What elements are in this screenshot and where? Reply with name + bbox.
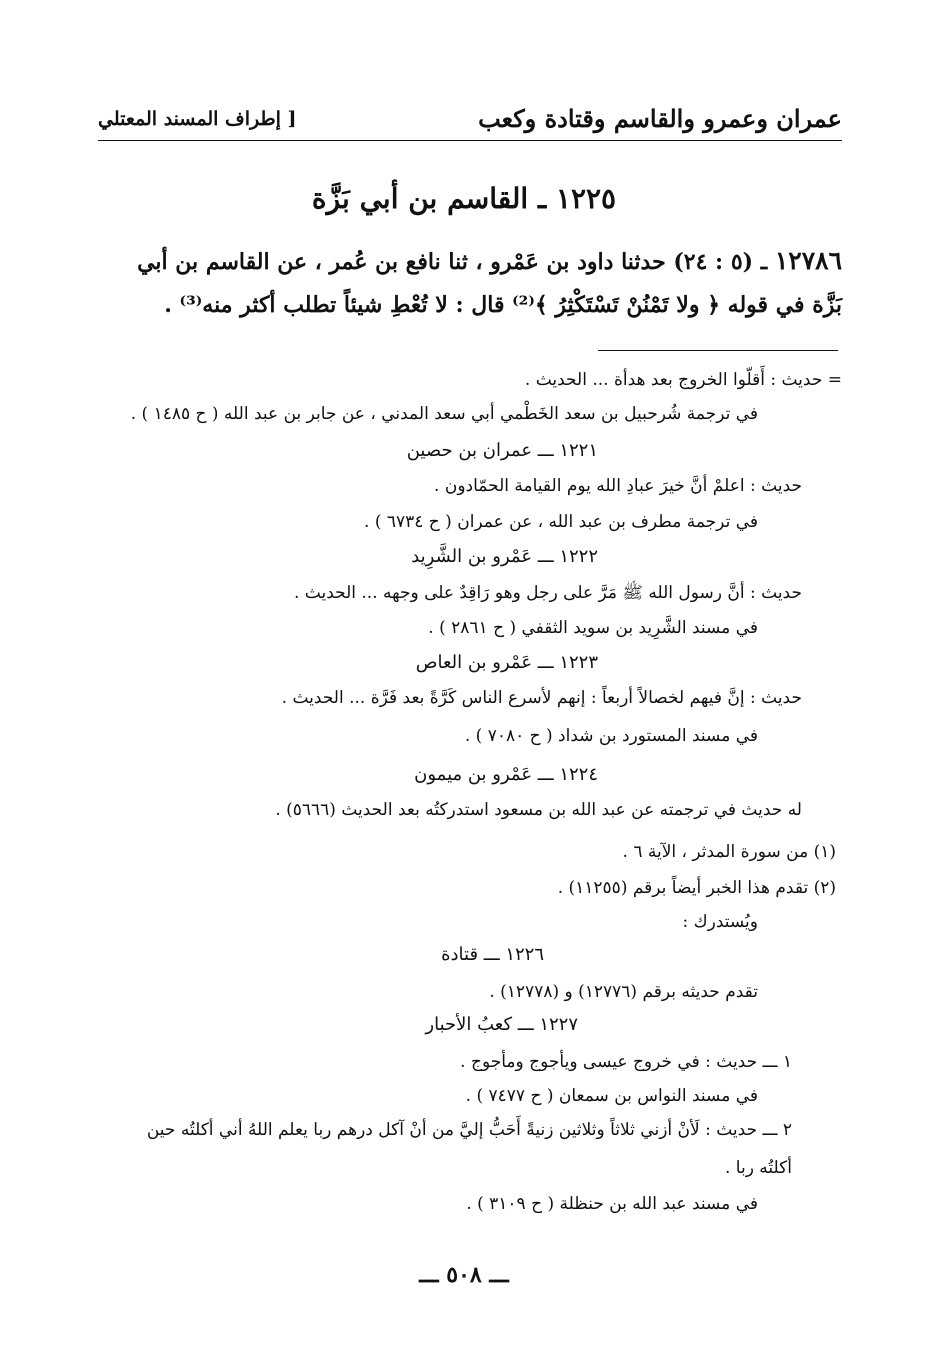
footnote-line: (١) من سورة المدثر ، الآية ٦ .: [622, 842, 836, 862]
header-rule: [98, 140, 842, 141]
section-heading: ١٢٢٢ ـــ عَمْرو بن الشَّرِيد: [411, 546, 598, 567]
hadith-text-1: ـ (٥ : ٢٤) حدثنا داود بن عَمْرو ، ثنا نافع بن عُمر ، عن القاسم بن أبي: [137, 249, 768, 275]
chapter-title: ١٢٢٥ ـ القاسم بن أبي بَزَّة: [311, 182, 617, 215]
footnote-line: ٢ ـــ حديث : لَأنْ أزني ثلاثاً وثلاثين زنيةً أَحَبُّ إليَّ من أنْ آكل درهم ربا يعلم اللهُ أني أكلتُه حين: [146, 1120, 792, 1140]
section-heading: ١٢٢٣ ـــ عَمْرو بن العاص: [415, 652, 598, 673]
section-heading: ١٢٢٤ ـــ عَمْرو بن ميمون: [414, 764, 598, 785]
footnote-line: في مسند الشَّرِيد بن سويد الثقفي ( ح ٢٨٦١ ) .: [428, 618, 758, 638]
footnote-line: في مسند عبد الله بن حنظلة ( ح ٣١٠٩ ) .: [466, 1194, 758, 1214]
footnote-line: ١ ـــ حديث : في خروج عيسى ويأجوج ومأجوج .: [460, 1052, 792, 1072]
hadith-line-1: [96, 246, 842, 275]
footnote-line: حديث : اعلمْ أنَّ خيرَ عبادِ الله يوم القيامة الحمّادون .: [434, 476, 802, 496]
footnote-line: تقدم حديثه برقم (١٢٧٧٦) و (١٢٧٧٨) .: [489, 982, 758, 1002]
footnote-line: أكلتُه ربا .: [724, 1158, 792, 1178]
footnote-line: في مسند المستورد بن شداد ( ح ٧٠٨٠ ) .: [464, 726, 758, 746]
footnote-line: في ترجمة شُرحبيل بن سعد الخَطْمي أبي سعد المدني ، عن جابر بن عبد الله ( ح ١٤٨٥ ) .: [130, 404, 758, 424]
footnote-rule: [598, 350, 838, 351]
footnote-line: في ترجمة مطرف بن عبد الله ، عن عمران ( ح ٦٧٣٤ ) .: [364, 512, 758, 532]
footnote-line: له حديث في ترجمته عن عبد الله بن مسعود استدركتُه بعد الحديث (٥٦٦٦) .: [275, 800, 802, 820]
hadith-line-2: بَزَّة في قوله ﴿ ولا تَمْنُنْ تَسْتَكْثِرُ ﴾⁽²⁾ قال : لا تُعْطِ شيئاً تطلب أكثر منه⁽³⁾ .: [164, 292, 842, 318]
running-header-title: عمران وعمرو والقاسم وقتادة وكعب: [478, 104, 842, 133]
section-heading: ١٢٢٦ ـــ قتادة: [441, 944, 544, 965]
footnote-line: = حديث : أَقلّوا الخروج بعد هدأة ... الحديث .: [524, 370, 842, 390]
hadith-number: ١٢٧٨٦: [774, 246, 842, 275]
running-header-book: [ إطراف المسند المعتلي: [98, 108, 297, 130]
footnote-line: ويُستدرك :: [682, 912, 758, 932]
footnote-line: في مسند النواس بن سمعان ( ح ٧٤٧٧ ) .: [465, 1086, 758, 1106]
footnote-line: (٢) تقدم هذا الخبر أيضاً برقم (١١٢٥٥) .: [557, 878, 836, 898]
footnote-line: حديث : أنَّ رسول الله ﷺ مَرَّ على رجل وهو رَاقِدٌ على وجهه ... الحديث .: [293, 583, 802, 603]
section-heading: ١٢٢١ ـــ عمران بن حصين: [406, 440, 598, 461]
footnote-line: حديث : إنَّ فيهم لخصالاً أربعاً : إنهم لأسرع الناس كَرَّةً بعد فَرَّة ... الحديث .: [281, 688, 802, 708]
section-heading: ١٢٢٧ ـــ كعبُ الأحبار: [425, 1014, 578, 1035]
page-number: ـــ ٥٠٨ ـــ: [419, 1262, 509, 1288]
